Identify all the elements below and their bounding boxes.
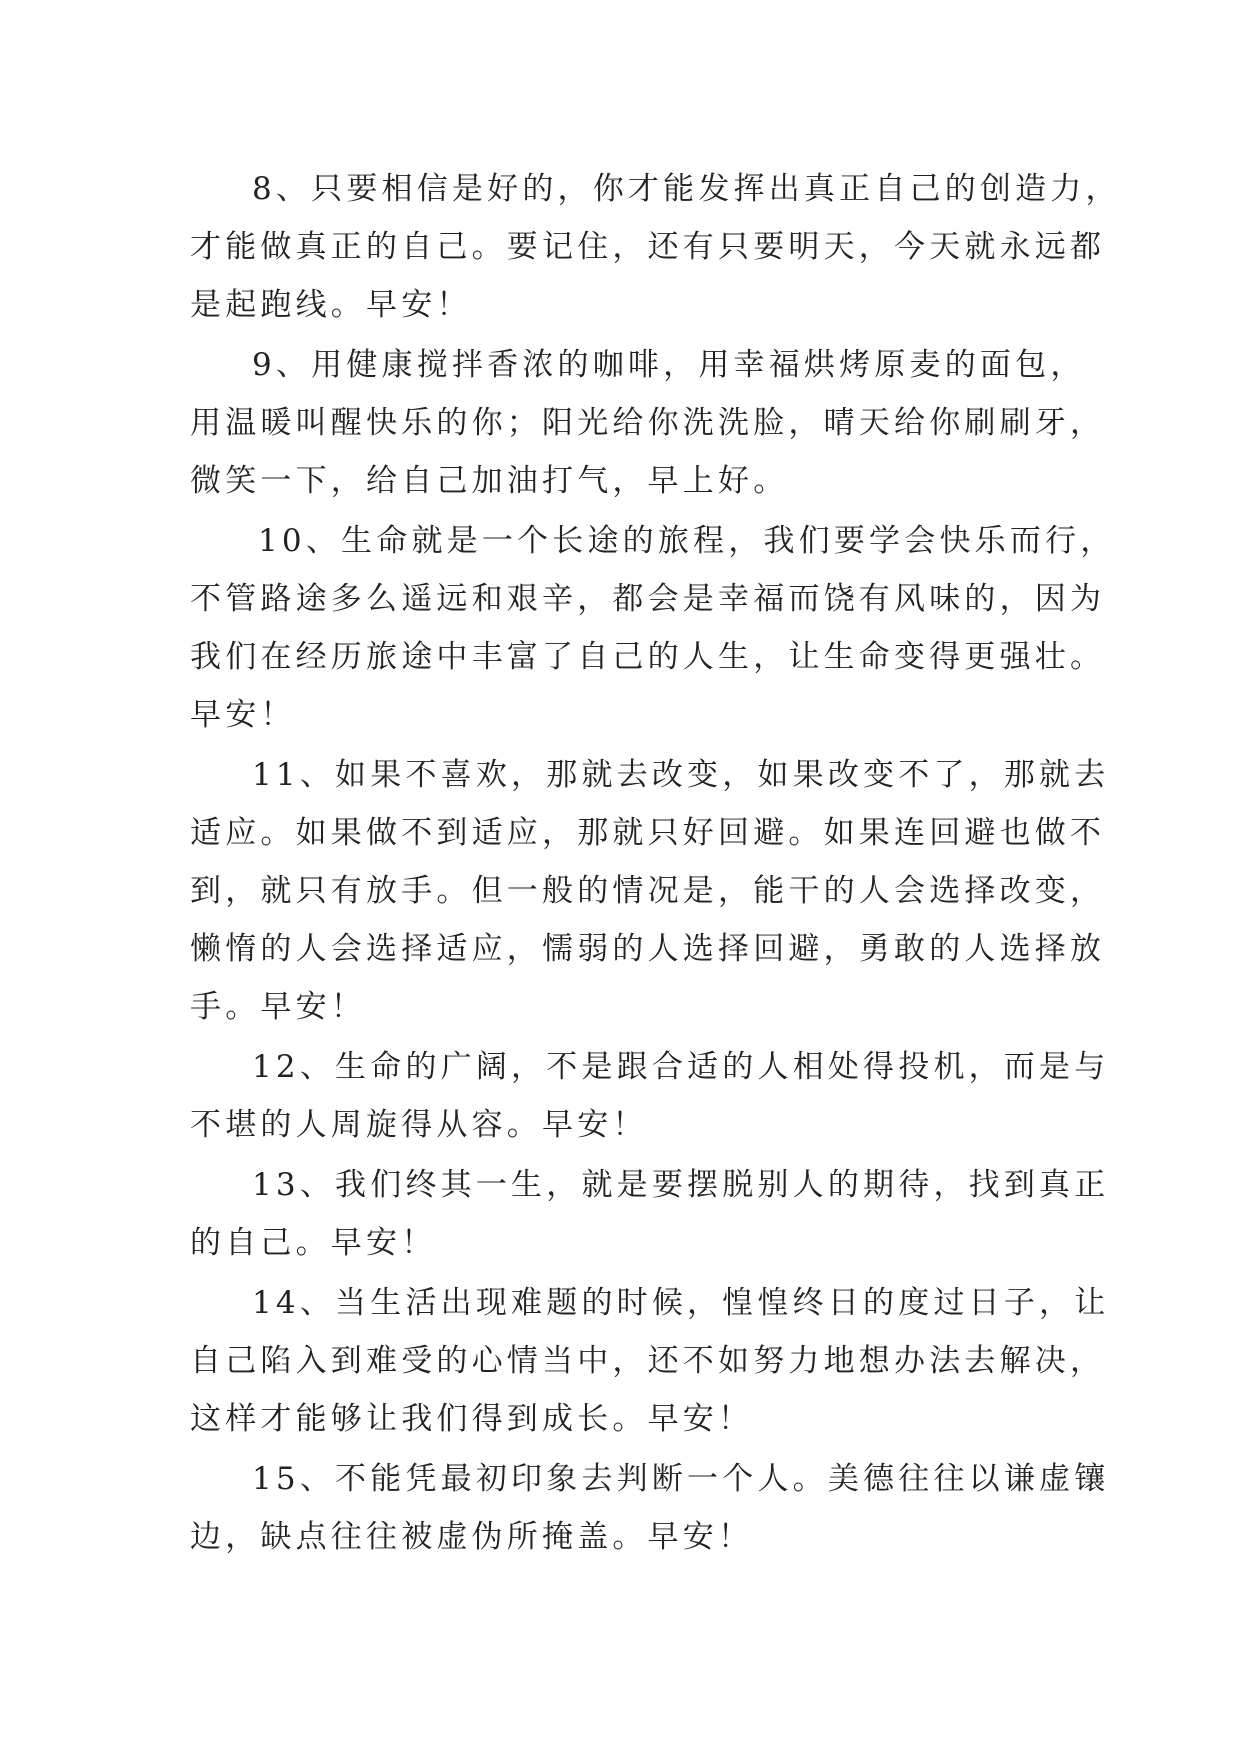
paragraph-line: 到，就只有放手。但一般的情况是，能干的人会选择改变， [190, 873, 1106, 909]
paragraph-line: 不堪的人周旋得从容。早安！ [190, 1107, 648, 1143]
paragraph-13 [190, 1156, 1110, 1272]
paragraph-line: 边，缺点往往被虚伪所掩盖。早安！ [190, 1519, 754, 1555]
paragraph-line: 不管路途多么遥远和艰辛，都会是幸福而饶有风味的，因为 [190, 581, 1106, 617]
paragraph-line: 我们在经历旅途中丰富了自己的人生，让生命变得更强壮。 [190, 639, 1106, 675]
paragraph-line: 微笑一下，给自己加油打气，早上好。 [190, 463, 789, 499]
paragraph-9 [190, 336, 1106, 510]
paragraph-line: 自己陷入到难受的心情当中，还不如努力地想办法去解决， [190, 1343, 1106, 1379]
paragraph-line: 用温暖叫醒快乐的你；阳光给你洗洗脸，晴天给你刷刷牙， [190, 405, 1106, 441]
paragraph-line: 手。早安！ [190, 989, 366, 1025]
paragraph-line: 14、当生活出现难题的时候，惶惶终日的度过日子，让 [252, 1285, 1110, 1321]
paragraph-line: 早安！ [190, 697, 296, 733]
paragraph-14 [190, 1274, 1110, 1448]
paragraph-line: 10、生命就是一个长途的旅程，我们要学会快乐而行， [258, 523, 1116, 559]
paragraph-line: 11、如果不喜欢，那就去改变，如果改变不了，那就去 [252, 757, 1110, 793]
paragraph-line: 13、我们终其一生，就是要摆脱别人的期待，找到真正 [252, 1167, 1110, 1203]
paragraph-11 [190, 746, 1110, 1036]
paragraph-line: 8、只要相信是好的，你才能发挥出真正自己的创造力， [252, 171, 1121, 207]
paragraph-15 [190, 1450, 1110, 1566]
paragraph-line: 是起跑线。早安！ [190, 287, 472, 323]
paragraph-8 [190, 160, 1121, 334]
paragraph-line: 12、生命的广阔，不是跟合适的人相处得投机，而是与 [252, 1049, 1110, 1085]
paragraph-line: 才能做真正的自己。要记住，还有只要明天，今天就永远都 [190, 229, 1106, 265]
paragraph-line: 这样才能够让我们得到成长。早安！ [190, 1401, 754, 1437]
paragraph-line: 9、用健康搅拌香浓的咖啡，用幸福烘烤原麦的面包， [252, 347, 1086, 383]
paragraph-line: 适应。如果做不到适应，那就只好回避。如果连回避也做不 [190, 815, 1106, 851]
paragraph-line: 15、不能凭最初印象去判断一个人。美德往往以谦虚镶 [252, 1461, 1110, 1497]
document-body [190, 160, 1121, 1568]
paragraph-12 [190, 1038, 1110, 1154]
paragraph-line: 懒惰的人会选择适应，懦弱的人选择回避，勇敢的人选择放 [190, 931, 1106, 967]
paragraph-line: 的自己。早安！ [190, 1225, 437, 1261]
paragraph-10 [190, 512, 1116, 744]
